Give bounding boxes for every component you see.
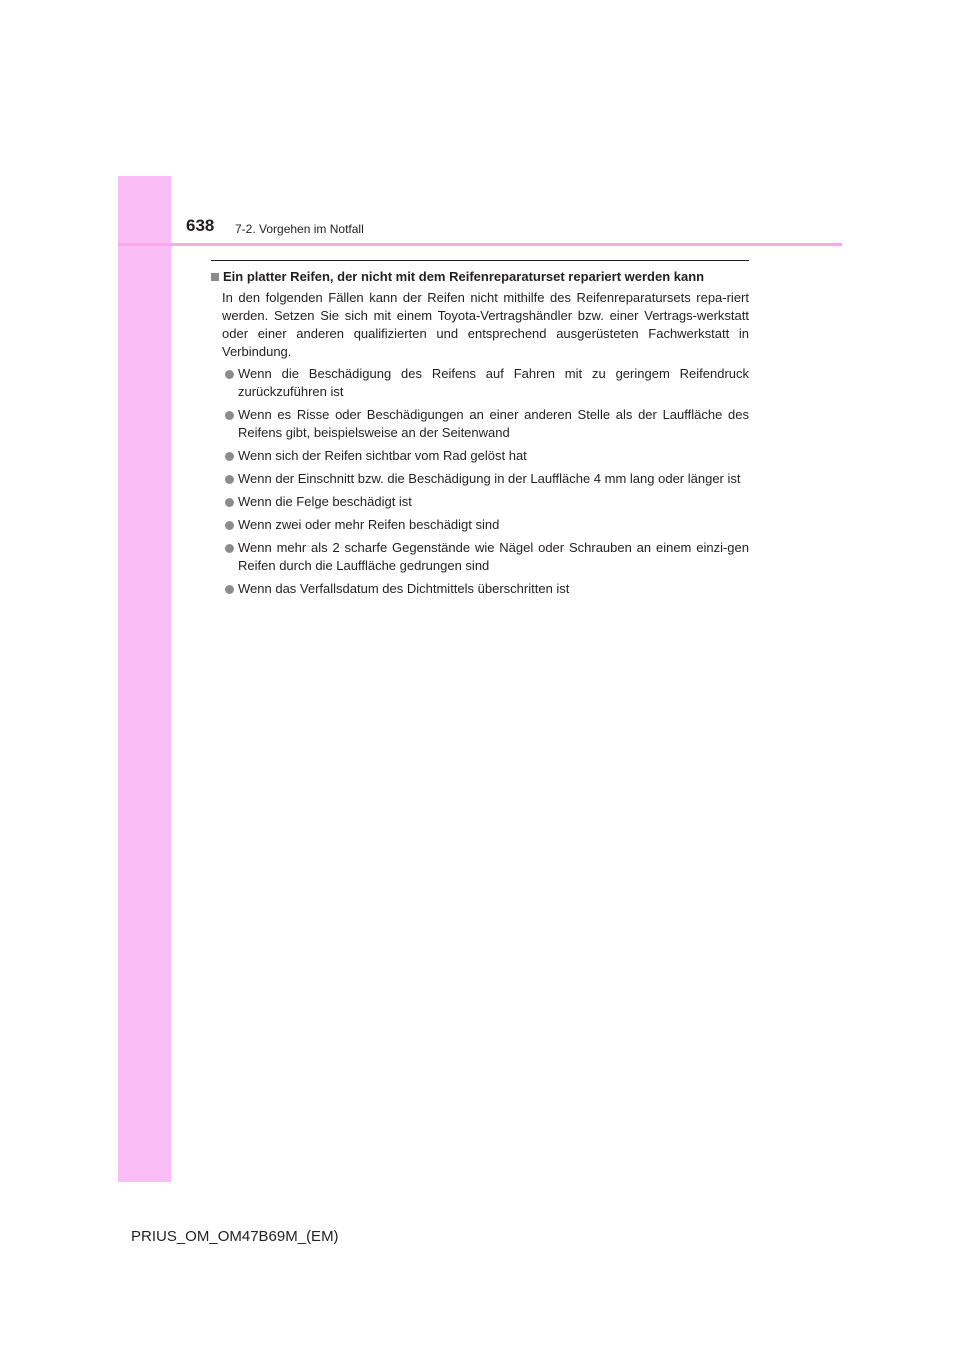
document-code: PRIUS_OM_OM47B69M_(EM) (131, 1228, 339, 1245)
chapter-title: 7-2. Vorgehen im Notfall (235, 222, 364, 236)
circle-bullet-icon (225, 498, 234, 507)
square-bullet-icon (211, 273, 219, 281)
circle-bullet-icon (225, 452, 234, 461)
section-heading-text: Ein platter Reifen, der nicht mit dem Reifenreparaturset repariert werden kann (223, 269, 705, 284)
bullet-list (211, 365, 749, 598)
list-item-text: Wenn es Risse oder Beschädigungen an einer anderen Stelle als der Lauffläche des Reifens gibt, beispielsweise an der Seitenwand (238, 407, 749, 440)
intro-paragraph: In den folgenden Fällen kann der Reifen nicht mithilfe des Reifenreparatursets repa-riert werden. Setzen Sie sich mit einem Toyota-Vertragshändler bzw. einer Vertrags-werkstatt oder einer anderen qualifizierten und entsprechend ausgerüsteten Fachwerkstatt in Verbindung. (222, 290, 749, 359)
circle-bullet-icon (225, 521, 234, 530)
list-item-text: Wenn das Verfallsdatum des Dichtmittels überschritten ist (238, 581, 570, 596)
list-item-text: Wenn mehr als 2 scharfe Gegenstände wie Nägel oder Schrauben an einem einzi-gen Reifen durch die Lauffläche gedrungen sind (238, 540, 749, 573)
list-item (211, 365, 749, 401)
circle-bullet-icon (225, 585, 234, 594)
list-item (211, 447, 749, 465)
side-strip (118, 176, 171, 1182)
list-item (211, 539, 749, 575)
section-content (211, 268, 749, 603)
section-rule (211, 260, 749, 261)
header-rule (118, 243, 842, 246)
list-item-text: Wenn die Beschädigung des Reifens auf Fahren mit zu geringem Reifendruck zurückzuführen ist (238, 366, 749, 399)
list-item (211, 406, 749, 442)
circle-bullet-icon (225, 370, 234, 379)
list-item (211, 470, 749, 488)
page-number: 638 (186, 216, 215, 235)
list-item (211, 493, 749, 511)
list-item (211, 516, 749, 534)
section-heading (211, 268, 749, 286)
circle-bullet-icon (225, 544, 234, 553)
list-item (211, 580, 749, 598)
list-item-text: Wenn der Einschnitt bzw. die Beschädigung in der Lauffläche 4 mm lang oder länger ist (238, 471, 741, 486)
list-item-text: Wenn zwei oder mehr Reifen beschädigt sind (238, 517, 500, 532)
list-item-text: Wenn die Felge beschädigt ist (238, 494, 412, 509)
circle-bullet-icon (225, 475, 234, 484)
circle-bullet-icon (225, 411, 234, 420)
list-item-text: Wenn sich der Reifen sichtbar vom Rad gelöst hat (238, 448, 527, 463)
